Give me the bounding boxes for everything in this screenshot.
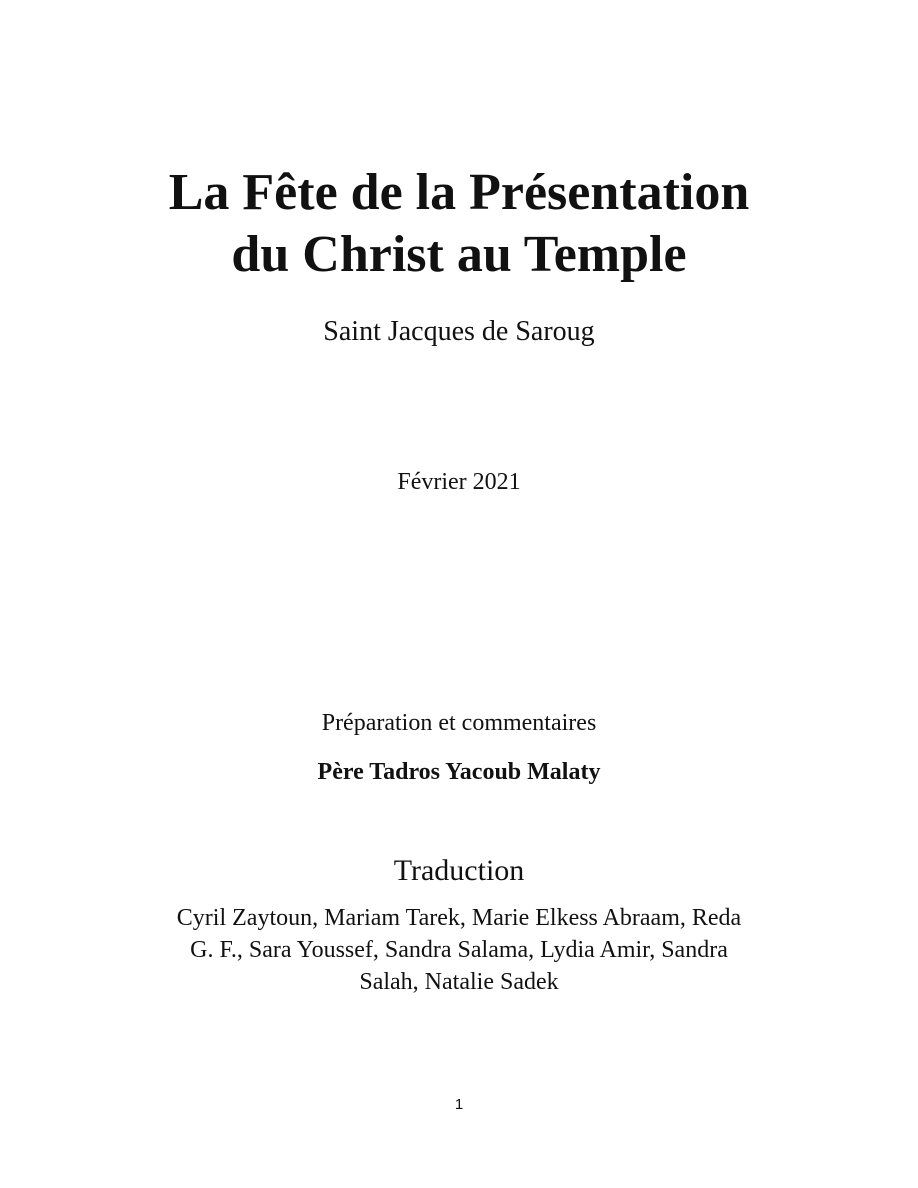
page-title [0,162,918,286]
title-line-1: La Fête de la Présentation [168,164,750,221]
translators-list [135,902,783,998]
translators-line-1: Cyril Zaytoun, Mariam Tarek, Marie Elkess Abraam, Reda [176,905,742,931]
title-line-2: du Christ au Temple [231,226,687,283]
page-number: 1 [454,1096,464,1113]
publication-date: Février 2021 [397,469,521,495]
translators-line-3: Salah, Natalie Sadek [359,969,559,995]
preparation-author: Père Tadros Yacoub Malaty [317,759,601,785]
translation-label: Traduction [393,854,525,887]
preparation-label: Préparation et commentaires [321,710,597,736]
translators-line-2: G. F., Sara Youssef, Sandra Salama, Lydia Amir, Sandra [190,937,728,963]
author-subtitle: Saint Jacques de Saroug [323,316,595,347]
